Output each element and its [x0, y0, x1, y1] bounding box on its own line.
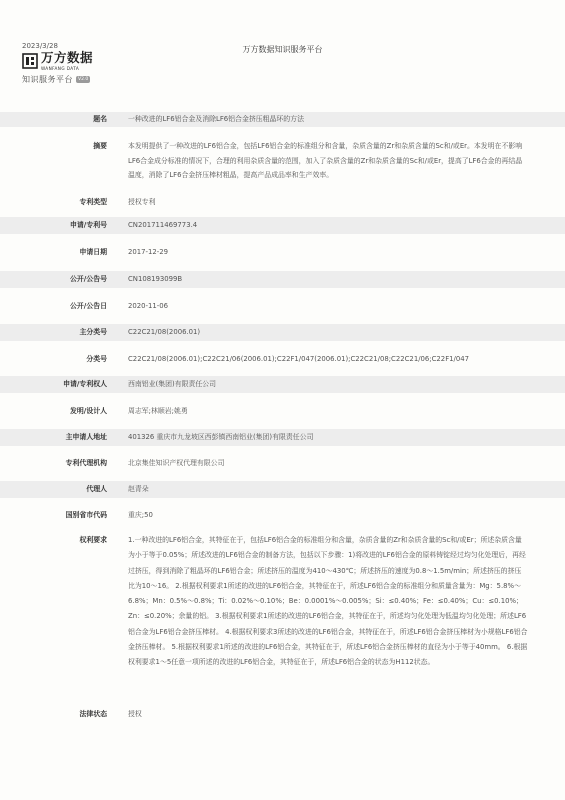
- print-date: 2023/3/28: [22, 42, 58, 50]
- label-abstract: 摘要: [93, 142, 107, 150]
- row-class: [0, 350, 565, 368]
- logo-english: WANFANG DATA: [41, 65, 80, 71]
- value-region: 重庆;50: [128, 511, 153, 519]
- row-pub-date: [0, 298, 565, 315]
- label-status: 法律状态: [79, 710, 107, 718]
- label-inventor: 发明/设计人: [70, 407, 107, 415]
- row-abstract: [0, 136, 565, 184]
- page-header-title: 万方数据知识服务平台: [242, 45, 323, 54]
- row-type: [0, 194, 565, 211]
- value-agency: 北京集佳知识产权代理有限公司: [128, 459, 225, 467]
- value-claims: 1.一种改进的LF6铝合金，其特征在于，包括LF6铝合金的标准组分和含量，杂质含量的Zr和杂质含量的Sc和/或Er；所述杂质含量为小于等于0.05%；所述改进的LF6铝合金的制备方法，包括以下步骤：1)将改进的LF6铝合金的原料铸锭经过均匀化处理后，再经过挤压，得到消除了粗晶环的LF6铝合金；所述挤压的温度为410～430℃；所述挤压的速度为0.8～1.5m/min；所述挤压的挤压比为10～16。 2.根据权利要求1所述的改进的LF6铝合金，其特征在于，所述LF6铝合金的标准组分和质量含量为：Mg：5.8%～6.8%；Mn：0.5%～0.8%；Ti：0.02%～0.10%；Be：0.0001%～0.005%；Si：≤0.40%；Fe：≤0.40%；Cu：≤0.10%；Zn：≤0.20%；余量的铝。 3.根据权利要求1所述的改进的LF6铝合金，其特征在于，所述均匀化处理为低温均匀化处理；所述LF6铝合金为LF6铝合金挤压棒材。 4.根据权利要求3所述的改进的LF6铝合金，其特征在于，所述LF6铝合金挤压棒材为小规格LF6铝合金挤压棒材。 5.根据权利要求1所述的改进的LF6铝合金，其特征在于，所述LF6铝合金挤压棒材的直径为小于等于40mm。 6.根据权利要求1～5任意一项所述的改进的LF6铝合金，其特征在于，所述LF6铝合金的状态为H112状态。: [128, 536, 528, 667]
- row-region: [0, 507, 565, 524]
- row-app-date: [0, 244, 565, 261]
- value-pub-date: 2020-11-06: [128, 302, 169, 310]
- row-status: [0, 706, 565, 723]
- logo-name: 万方数据: [41, 50, 94, 65]
- label-title: 题名: [93, 115, 107, 123]
- value-inventor: 周志军;林顺岩;姚勇: [128, 407, 188, 415]
- label-claims: 权利要求: [79, 536, 107, 544]
- logo-subtitle: 知识服务平台: [22, 74, 73, 84]
- row-pub-no: [0, 271, 565, 288]
- value-agent: 赵青朵: [128, 485, 149, 493]
- logo-version-badge: V2.0: [78, 76, 89, 82]
- wanfang-logo-icon: [22, 53, 38, 69]
- label-region: 国别省市代码: [65, 511, 107, 519]
- value-main-class: C22C21/08(2006.01): [128, 328, 201, 336]
- label-type: 专利类型: [79, 198, 107, 206]
- row-agent: [0, 481, 565, 498]
- row-agency: [0, 455, 565, 472]
- value-abstract: 本发明提供了一种改进的LF6铝合金，包括LF6铝合金的标准组分和含量，杂质含量的Zr和杂质含量的Sc和/或Er。本发明在不影响LF6合金成分标准的情况下，合理的利用杂质含量的范围，加入了杂质含量的Zr和杂质含量的Sc和/或Er，提高了LF6合金的再结晶温度，消除了LF6合金挤压棒材粗晶，提高产品成品率和生产效率。: [128, 142, 523, 179]
- row-applicant: [0, 376, 565, 393]
- label-agent: 代理人: [86, 485, 107, 493]
- value-status: 授权: [128, 710, 142, 718]
- value-title: 一种改进的LF6铝合金及消除LF6铝合金挤压粗晶环的方法: [128, 115, 304, 123]
- row-claims: [0, 533, 565, 703]
- value-type: 授权专利: [128, 198, 156, 206]
- row-main-class: [0, 324, 565, 341]
- wanfang-logo: [22, 52, 93, 85]
- label-app-date: 申请日期: [79, 248, 107, 256]
- label-pub-no: 公开/公告号: [70, 275, 107, 283]
- row-inventor: [0, 403, 565, 420]
- value-pub-no: CN108193099B: [128, 275, 183, 283]
- value-class: C22C21/08(2006.01);C22C21/06(2006.01);C22F1/047(2006.01);C22C21/08;C22C21/06;C22F1/047: [128, 355, 470, 363]
- label-agency: 专利代理机构: [65, 459, 107, 467]
- label-address: 主申请人地址: [65, 433, 107, 441]
- value-app-no: CN201711469773.4: [128, 221, 198, 229]
- row-title: [0, 112, 565, 127]
- label-app-no: 申请/专利号: [70, 221, 107, 229]
- row-address: [0, 429, 565, 446]
- label-applicant: 申请/专利权人: [63, 380, 107, 388]
- label-main-class: 主分类号: [79, 328, 107, 336]
- value-address: 401326 重庆市九龙坡区西彭镇西南铝业(集团)有限责任公司: [128, 433, 314, 441]
- label-pub-date: 公开/公告日: [70, 302, 107, 310]
- value-applicant: 西南铝业(集团)有限责任公司: [128, 380, 217, 388]
- label-class: 分类号: [86, 355, 107, 363]
- row-app-no: [0, 217, 565, 234]
- value-app-date: 2017-12-29: [128, 248, 169, 256]
